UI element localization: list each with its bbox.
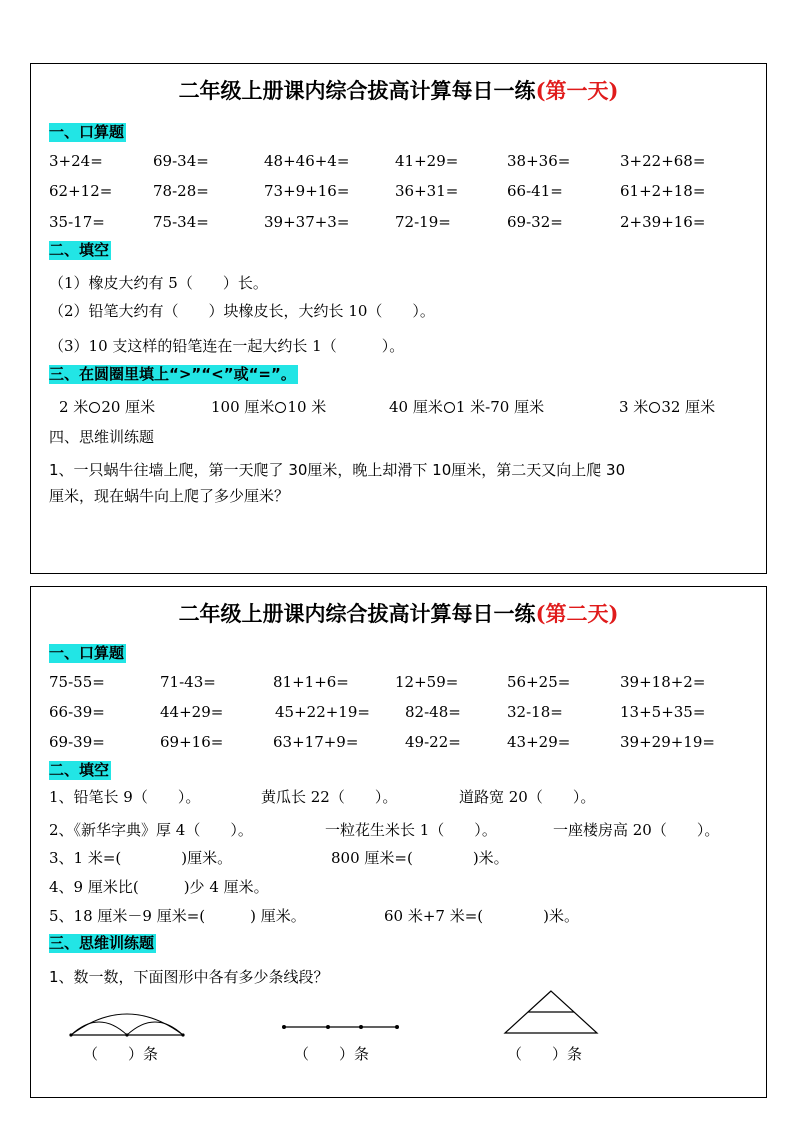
word-problem-line: 1、一只蜗牛往墙上爬，第一天爬了 30厘米，晚上却滑下 10厘米，第二天又向上爬 30	[49, 461, 626, 479]
section-heading: 三、在圆圈里填上“>”“<”或“=”。	[49, 365, 296, 383]
answer-circle[interactable]	[275, 402, 286, 413]
calc-item: 36+31=	[395, 182, 459, 200]
fill-question: 3、1 米=( )厘米。	[49, 849, 233, 867]
fill-question: 一座楼房高 20（ ）。	[553, 821, 720, 839]
calc-item: 32-18=	[507, 703, 563, 721]
fill-question: 1、铅笔长 9（ ）。	[49, 788, 201, 806]
answer-circle[interactable]	[89, 402, 100, 413]
worksheet-day2	[30, 586, 767, 1098]
answer-blank[interactable]: （ ）条	[294, 1045, 370, 1063]
page-title: 二年级上册课内综合拔高计算每日一练(第一天)	[178, 78, 619, 103]
calc-item: 71-43=	[160, 673, 216, 691]
calc-item: 69-39=	[49, 733, 105, 751]
fill-question: 2、《新华字典》厚 4（ ）。	[49, 821, 253, 839]
calc-item: 75-55=	[49, 673, 105, 691]
calc-item: 63+17+9=	[273, 733, 359, 751]
calc-item: 69+16=	[160, 733, 224, 751]
compare-item: 100 厘米 10 米	[211, 398, 327, 416]
compare-item: 2 米 20 厘米	[59, 398, 156, 416]
fill-question: 60 米+7 米=( )米。	[384, 907, 580, 925]
answer-circle[interactable]	[649, 402, 660, 413]
compare-item: 40 厘米 1 米-70 厘米	[389, 398, 545, 416]
calc-item: 75-34=	[153, 213, 209, 231]
fill-question: 一粒花生米长 1（ ）。	[325, 821, 497, 839]
section-heading: 一、口算题	[49, 123, 125, 141]
section-heading: 三、思维训练题	[49, 934, 155, 952]
section-heading: 一、口算题	[49, 644, 125, 662]
calc-item: 39+37+3=	[264, 213, 350, 231]
calc-item: 82-48=	[405, 703, 461, 721]
section-heading-plain: 四、思维训练题	[49, 428, 155, 446]
calc-item: 2+39+16=	[620, 213, 706, 231]
answer-circle[interactable]	[444, 402, 455, 413]
calc-item: 13+5+35=	[620, 703, 706, 721]
fill-question: 5、18 厘米－9 厘米=( ) 厘米。	[49, 907, 306, 925]
calc-item: 3+22+68=	[620, 152, 706, 170]
triangle-segment-figure	[503, 989, 599, 1035]
fill-question: 800 厘米=( )米。	[331, 849, 509, 867]
calc-item: 45+22+19=	[275, 703, 370, 721]
section-heading: 二、填空	[49, 761, 110, 779]
calc-item: 69-32=	[507, 213, 563, 231]
calc-item: 3+24=	[49, 152, 103, 170]
arc-segment-figure	[69, 1005, 189, 1041]
fill-question: （3）10 支这样的铅笔连在一起大约长 1（ ）。	[49, 337, 405, 355]
calc-item: 66-39=	[49, 703, 105, 721]
calc-item: 12+59=	[395, 673, 459, 691]
calc-item: 78-28=	[153, 182, 209, 200]
compare-item: 3 米 32 厘米	[619, 398, 716, 416]
calc-item: 48+46+4=	[264, 152, 350, 170]
calc-item: 38+36=	[507, 152, 571, 170]
calc-item: 73+9+16=	[264, 182, 350, 200]
calc-item: 66-41=	[507, 182, 563, 200]
page-title: 二年级上册课内综合拔高计算每日一练(第二天)	[178, 601, 619, 626]
fill-question: 黄瓜长 22（ ）。	[261, 788, 398, 806]
calc-item: 43+29=	[507, 733, 571, 751]
calc-item: 56+25=	[507, 673, 571, 691]
point-segment-figure	[281, 1022, 401, 1032]
calc-item: 49-22=	[405, 733, 461, 751]
calc-item: 62+12=	[49, 182, 113, 200]
fill-question: 4、9 厘米比( )少 4 厘米。	[49, 878, 269, 896]
calc-item: 69-34=	[153, 152, 209, 170]
worksheet-day1	[30, 63, 767, 574]
calc-item: 39+29+19=	[620, 733, 715, 751]
calc-item: 72-19=	[395, 213, 451, 231]
word-problem-line: 厘米，现在蜗牛向上爬了多少厘米？	[49, 487, 290, 505]
calc-item: 44+29=	[160, 703, 224, 721]
segment-question: 1、数一数，下面图形中各有多少条线段？	[49, 968, 329, 986]
calc-item: 41+29=	[395, 152, 459, 170]
section-heading: 二、填空	[49, 241, 110, 259]
answer-blank[interactable]: （ ）条	[83, 1045, 159, 1063]
fill-question: 道路宽 20（ ）。	[459, 788, 596, 806]
fill-question: （2）铅笔大约有（ ）块橡皮长，大约长 10（ ）。	[49, 302, 435, 320]
answer-blank[interactable]: （ ）条	[507, 1045, 583, 1063]
calc-item: 39+18+2=	[620, 673, 706, 691]
calc-item: 35-17=	[49, 213, 105, 231]
fill-question: （1）橡皮大约有 5（ ）长。	[49, 274, 268, 292]
calc-item: 61+2+18=	[620, 182, 706, 200]
calc-item: 81+1+6=	[273, 673, 349, 691]
